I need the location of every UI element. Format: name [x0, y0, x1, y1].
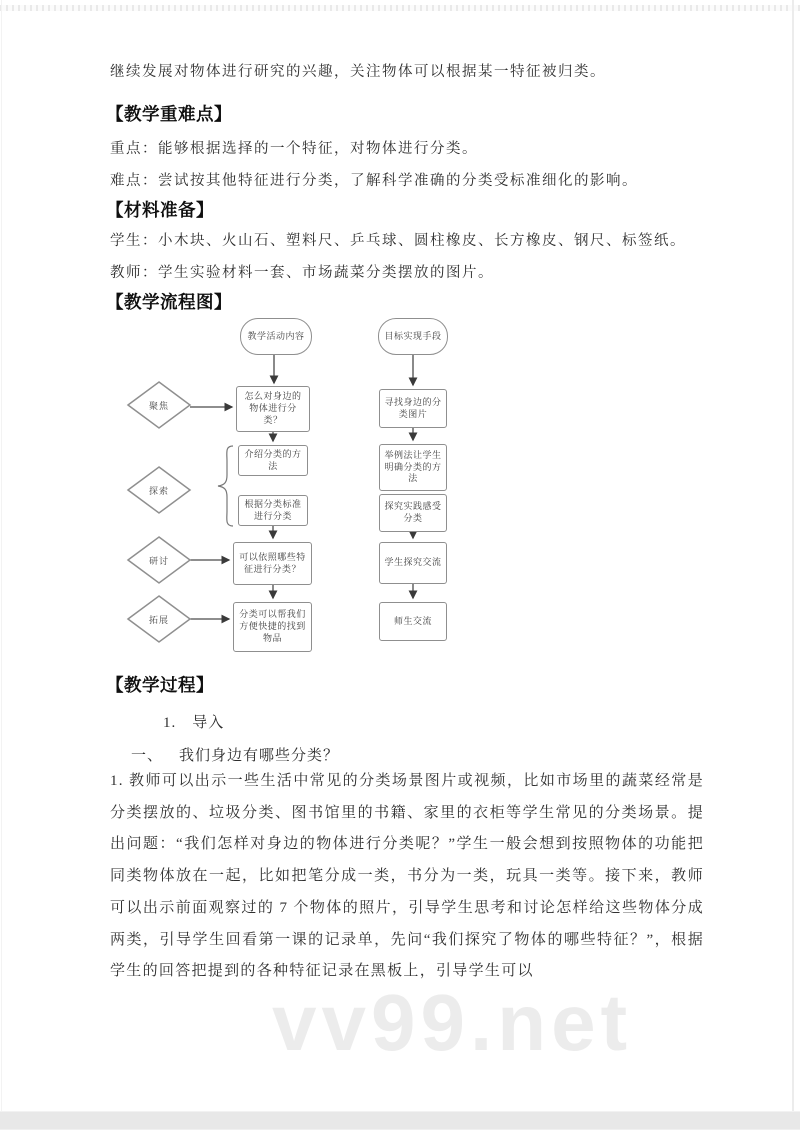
- stage-label-focus: 聚焦: [148, 401, 169, 411]
- teaching-flowchart: [100, 305, 500, 660]
- difficult-point-line: 难点：尝试按其他特征进行分类，了解科学准确的分类受标准细化的影响。: [110, 173, 638, 189]
- body-paragraph: 1. 教师可以出示一些生活中常见的分类场景图片或视频，比如市场里的蔬菜经常是分类摆放的、垃圾分类、图书馆里的书籍、家里的衣柜等学生常见的分类场景。提出问题：“我们怎样对身边的物体进行分类呢？”学生一般会想到按照物体的功能把同类物体放在一起，比如把笔分成一类，书分为一类，玩具一类等。接下来，教师可以出示前面观察过的 7 个物体的照片，引导学生思考和讨论怎样给这些物体分成两类，引导学生回看第一课的记录单，先问“我们探究了物体的哪些特征？”，根据学生的回答把提到的各种特征记录在黑板上，引导学生可以: [110, 773, 704, 980]
- heading-process: 【教学过程】: [106, 675, 214, 695]
- key-point-line: 重点：能够根据选择的一个特征，对物体进行分类。: [110, 141, 478, 157]
- stage-label-extend: 拓展: [148, 615, 169, 625]
- flow-node-introduce-methods: 介绍分类的方法: [238, 445, 308, 476]
- flow-node-left-header: 教学活动内容: [240, 318, 312, 355]
- subquestion-number: 一、: [131, 748, 164, 764]
- page-edge-right: [792, 0, 794, 1112]
- watermark: vv99.net: [272, 978, 633, 1067]
- flow-node-find-pictures: 寻找身边的分类图片: [379, 389, 447, 428]
- process-subquestion: [131, 744, 339, 765]
- flow-node-classify-by-standard: 根据分类标准进行分类: [238, 495, 308, 526]
- teacher-materials-line: 教师：学生实验材料一套、市场蔬菜分类摆放的图片。: [110, 265, 494, 281]
- flow-node-how-to-classify: 怎么对身边的物体进行分类？: [236, 386, 310, 432]
- intro-text: 继续发展对物体进行研究的兴趣，关注物体可以根据某一特征被归类。: [110, 64, 606, 80]
- brace-explore: [218, 446, 233, 526]
- step-label: 导入: [192, 715, 225, 731]
- flow-node-teacher-student: 师生交流: [379, 602, 447, 641]
- heading-flowchart: 【教学流程图】: [106, 292, 232, 312]
- subquestion-label: 我们身边有哪些分类？: [179, 748, 340, 764]
- student-materials-line: 学生：小木块、火山石、塑料尺、乒乓球、圆柱橡皮、长方橡皮、钢尺、标签纸。: [110, 233, 686, 249]
- flow-node-which-features: 可以依照哪些特征进行分类？: [233, 542, 312, 585]
- step-number: 1.: [163, 715, 177, 731]
- page-top-edge: [0, 5, 800, 11]
- heading-key-points: 【教学重难点】: [106, 104, 232, 124]
- flow-node-classification-helps: 分类可以帮我们方便快捷的找到物品: [233, 602, 312, 652]
- process-step-1: [163, 711, 224, 732]
- flow-node-student-discuss: 学生探究交流: [379, 542, 447, 584]
- flow-node-right-header: 目标实现手段: [378, 318, 448, 355]
- flow-node-practice-feel: 探究实践感受分类: [379, 494, 447, 532]
- stage-label-discuss: 研讨: [148, 556, 169, 566]
- page-edge-left: [1, 0, 2, 1112]
- page-break-band: [0, 1111, 800, 1130]
- heading-materials: 【材料准备】: [106, 200, 214, 220]
- stage-label-explore: 探索: [148, 486, 169, 496]
- flow-node-examples-method: 举例法让学生明确分类的方法: [379, 444, 447, 491]
